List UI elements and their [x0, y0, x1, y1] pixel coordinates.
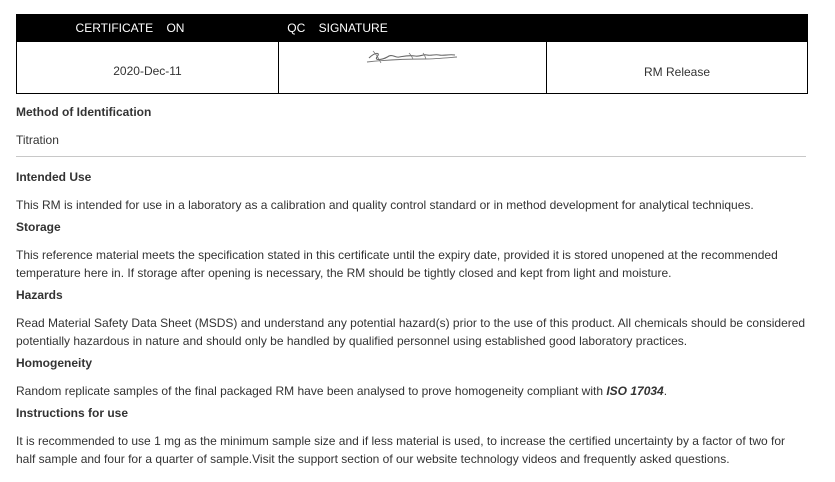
hazards-text-line2: potentially hazardous in nature and should only be handled by qualified personnel using established good laboratory practices. — [16, 334, 688, 348]
certificate-table — [16, 14, 808, 94]
method-text: Titration — [16, 133, 59, 147]
qc-signature-cell — [279, 42, 547, 94]
method-heading: Method of Identification — [16, 105, 152, 119]
section-divider — [16, 156, 806, 157]
instructions-heading: Instructions for use — [16, 406, 129, 420]
homogeneity-text — [16, 382, 806, 400]
hazards-text-line1: Read Material Safety Data Sheet (MSDS) and understand any potential hazard(s) prior to the use of this product. All chemicals should be considered — [16, 316, 806, 330]
hazards-heading: Hazards — [16, 288, 63, 302]
intended-use-heading: Intended Use — [16, 170, 92, 184]
iso-standard: ISO 17034 — [606, 384, 664, 398]
header-certificate-on: CERTIFICATE ON — [17, 15, 279, 42]
handwritten-signature-icon — [365, 46, 459, 68]
homogeneity-heading: Homogeneity — [16, 356, 93, 370]
rm-release: RM Release — [547, 42, 808, 94]
certificate-date: 2020-Dec-11 — [17, 42, 279, 94]
storage-heading: Storage — [16, 220, 61, 234]
storage-text-line2: temperature here in. If storage after opening is necessary, the RM should be tightly closed and kept from light and moisture. — [16, 266, 672, 280]
header-qc-signature: QC SIGNATURE — [279, 15, 547, 42]
certificate-table-header — [17, 15, 808, 42]
intended-use-text: This RM is intended for use in a laboratory as a calibration and quality control standard or in method development for analytical techniques. — [16, 198, 754, 212]
homogeneity-text-end: . — [663, 384, 668, 398]
storage-text-line1: This reference material meets the specification stated in this certificate until the expiry date, provided it is stored unopened at the recommended — [16, 248, 778, 262]
instructions-text-line1: It is recommended to use 1 mg as the minimum sample size and if less material is used, to increase the certified uncertainty by a factor of two for — [16, 434, 786, 448]
certificate-table-row — [17, 42, 808, 94]
header-empty — [547, 15, 808, 42]
instructions-text-line2: half sample and four for a quarter of sample.Visit the support section of our website technology videos and frequently asked questions. — [16, 452, 730, 466]
homogeneity-text-main: Random replicate samples of the final packaged RM have been analysed to prove homogeneity compliant with — [16, 384, 607, 398]
